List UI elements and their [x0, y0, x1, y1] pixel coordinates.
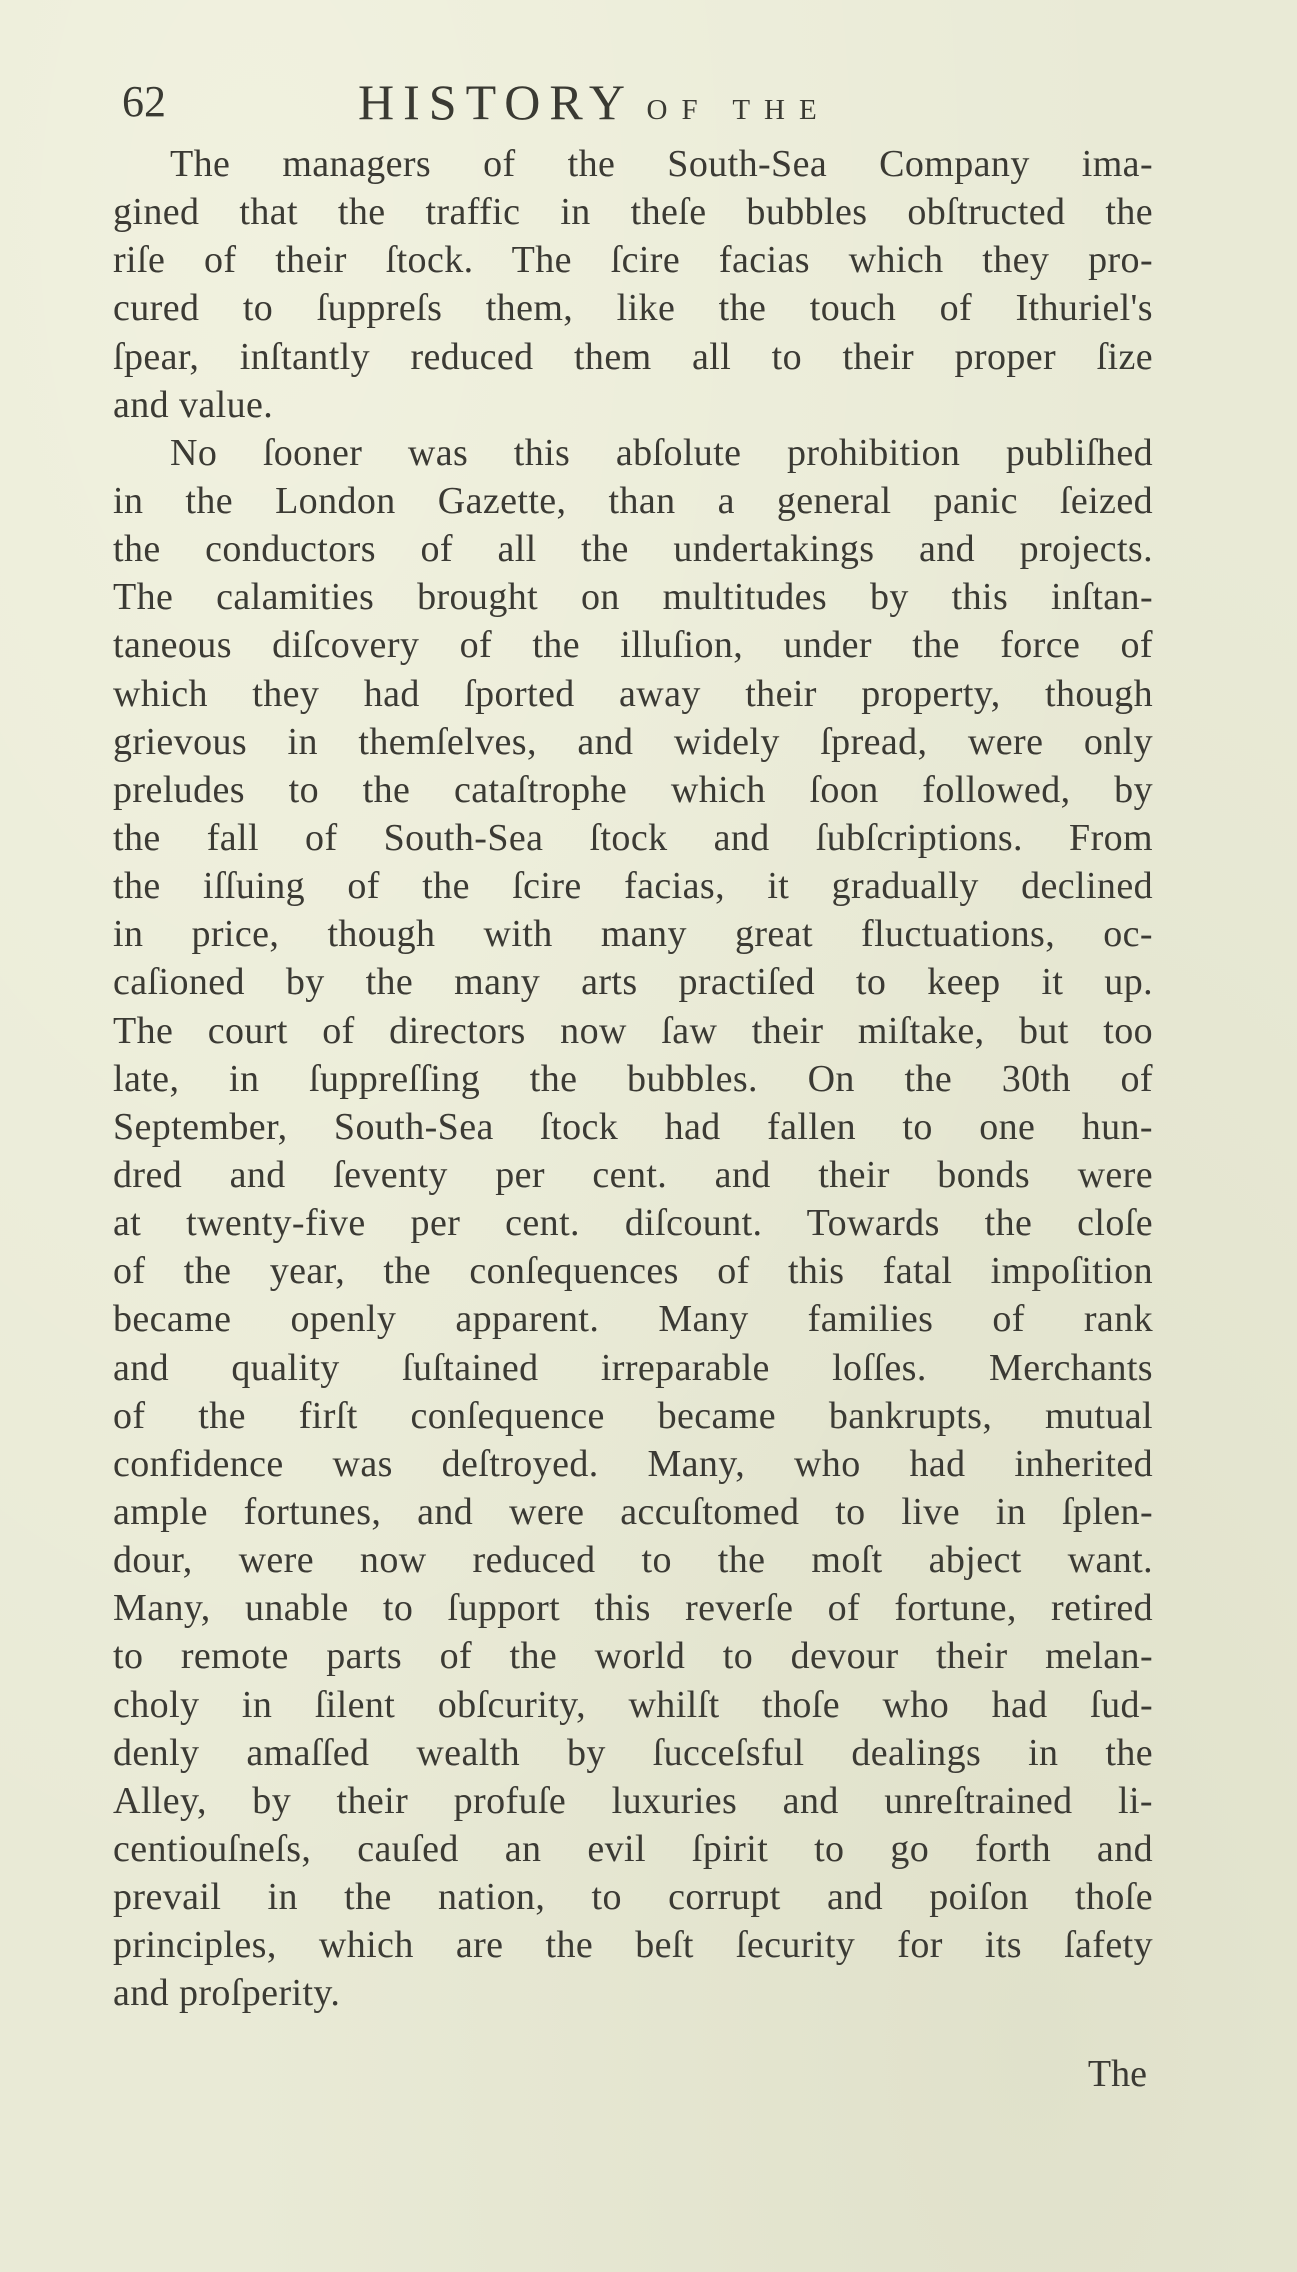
text-line: Many, unable to ſupport this reverſe of fortune, retired	[113, 1587, 1153, 1630]
text-line: ample fortunes, and were accuſtomed to live in ſplen-	[113, 1490, 1153, 1533]
text-line: September, South-Sea ſtock had fallen to one hun-	[113, 1105, 1153, 1148]
text-line: and quality ſuſtained irreparable loſſes. Merchants	[113, 1346, 1153, 1389]
text-line: The court of directors now ſaw their miſtake, but too	[113, 1009, 1153, 1052]
text-line: the iſſuing of the ſcire facias, it gradually declined	[113, 865, 1153, 908]
text-line: of the year, the conſequences of this fatal impoſition	[113, 1250, 1153, 1293]
text-line: dred and ſeventy per cent. and their bonds were	[113, 1153, 1153, 1196]
text-line: prevail in the nation, to corrupt and poiſon thoſe	[113, 1876, 1153, 1919]
text-line: ſpear, inſtantly reduced them all to their proper ſize	[113, 335, 1153, 378]
text-line: caſioned by the many arts practiſed to keep it up.	[113, 961, 1153, 1004]
page-number: 62	[122, 77, 166, 126]
text-line: at twenty-five per cent. diſcount. Towards the cloſe	[113, 1202, 1153, 1245]
text-line: of the firſt conſequence became bankrupts, mutual	[113, 1394, 1153, 1437]
running-head	[358, 72, 831, 140]
text-line: Alley, by their profuſe luxuries and unreſtrained li-	[113, 1779, 1153, 1822]
text-line: The calamities brought on multitudes by this inſtan-	[113, 576, 1153, 619]
text-line: gined that the traffic in theſe bubbles obſtructed the	[113, 191, 1153, 234]
text-line: became openly apparent. Many families of rank	[113, 1298, 1153, 1341]
text-line: which they had ſported away their property, though	[113, 672, 1153, 715]
text-line: the fall of South-Sea ſtock and ſubſcriptions. From	[113, 816, 1153, 859]
text-line: preludes to the cataſtrophe which ſoon followed, by	[113, 768, 1153, 811]
text-line: and proſperity.	[113, 1972, 341, 2015]
text-line: cured to ſuppreſs them, like the touch of Ithuriel's	[113, 287, 1153, 330]
text-line: centiouſneſs, cauſed an evil ſpirit to go forth and	[113, 1827, 1153, 1870]
running-head-small: OF THE	[646, 94, 831, 126]
body-text	[113, 140, 1153, 2017]
text-line: grievous in themſelves, and widely ſpread, were only	[113, 720, 1153, 763]
text-line: taneous diſcovery of the illuſion, under the force of	[113, 624, 1153, 667]
text-line: and value.	[113, 383, 274, 426]
text-line: dour, were now reduced to the moſt abject want.	[113, 1539, 1153, 1582]
text-line: in price, though with many great fluctuations, oc-	[113, 913, 1153, 956]
text-line: No ſooner was this abſolute prohibition publiſhed	[170, 431, 1153, 474]
text-line: to remote parts of the world to devour their melan-	[113, 1635, 1153, 1678]
text-line: in the London Gazette, than a general panic ſeized	[113, 479, 1153, 522]
text-line: The managers of the South-Sea Company ima-	[170, 143, 1153, 185]
text-line: late, in ſuppreſſing the bubbles. On the 30th of	[113, 1057, 1153, 1100]
catchword: The	[1087, 2053, 1147, 2095]
text-line: riſe of their ſtock. The ſcire facias which they pro-	[113, 239, 1153, 282]
text-line: denly amaſſed wealth by ſucceſsful dealings in the	[113, 1731, 1153, 1774]
text-line: choly in ſilent obſcurity, whilſt thoſe who had ſud-	[113, 1683, 1153, 1726]
running-head-main: HISTORY	[358, 74, 635, 130]
text-line: the conductors of all the undertakings and projects.	[113, 528, 1153, 571]
page-header	[118, 72, 1158, 132]
text-line: principles, which are the beſt ſecurity for its ſafety	[113, 1924, 1153, 1967]
text-line: confidence was deſtroyed. Many, who had inherited	[113, 1442, 1153, 1485]
